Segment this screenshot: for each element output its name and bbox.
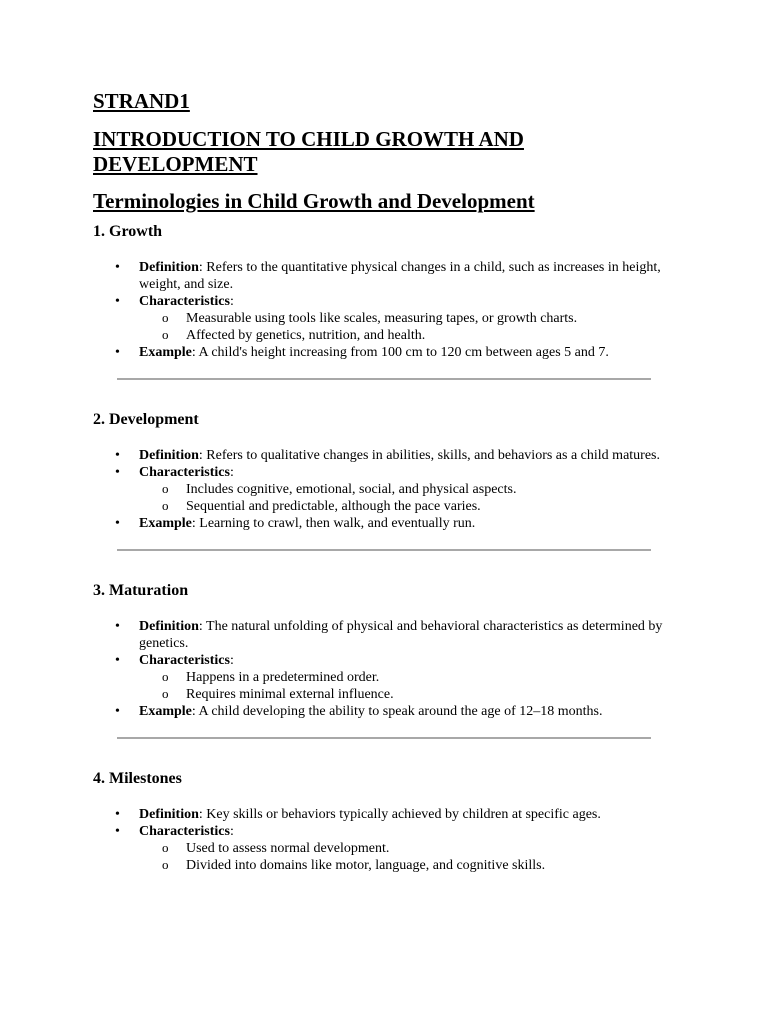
characteristics-label: Characteristics <box>139 294 230 309</box>
example-item <box>139 703 675 720</box>
characteristic-item: o Includes cognitive, emotional, social, and physical aspects. <box>186 481 675 498</box>
characteristics-item <box>139 652 675 703</box>
characteristics-list <box>139 310 675 344</box>
definition-item <box>139 806 675 823</box>
characteristics-colon: : <box>229 653 234 668</box>
example-text: : Learning to crawl, then walk, and eventually run. <box>191 516 476 531</box>
example-item <box>139 344 675 361</box>
section-heading: 2. Development <box>93 411 199 428</box>
characteristic-item: o Measurable using tools like scales, measuring tapes, or growth charts. <box>186 310 675 327</box>
definition-item <box>139 447 675 464</box>
characteristics-list <box>139 840 675 874</box>
definition-text: : The natural unfolding of physical and behavioral characteristics as determined by genetics. <box>139 619 663 651</box>
characteristics-item <box>139 293 675 344</box>
characteristics-colon: : <box>229 465 234 480</box>
characteristics-label: Characteristics <box>139 465 230 480</box>
definition-text: : Refers to qualitative changes in abilities, skills, and behaviors as a child matures. <box>198 448 660 463</box>
section-maturation <box>93 581 675 739</box>
section-list <box>93 447 675 532</box>
definition-label: Definition <box>139 619 199 634</box>
characteristics-label: Characteristics <box>139 653 230 668</box>
characteristic-item: o Happens in a predetermined order. <box>186 669 675 686</box>
horizontal-divider <box>117 737 651 739</box>
horizontal-divider <box>117 549 651 551</box>
definition-item <box>139 618 675 652</box>
example-label: Example <box>139 345 192 360</box>
definition-item <box>139 259 675 293</box>
characteristic-item: o Requires minimal external influence. <box>186 686 675 703</box>
horizontal-divider <box>117 378 651 380</box>
characteristics-colon: : <box>229 294 234 309</box>
example-label: Example <box>139 704 192 719</box>
characteristic-item: o Used to assess normal development. <box>186 840 675 857</box>
section-development <box>93 410 675 551</box>
characteristics-item <box>139 823 675 874</box>
document-subtitle: Terminologies in Child Growth and Development <box>93 189 535 213</box>
characteristic-item: o Sequential and predictable, although the pace varies. <box>186 498 675 515</box>
section-list <box>93 618 675 720</box>
definition-label: Definition <box>139 807 199 822</box>
definition-label: Definition <box>139 448 199 463</box>
section-list <box>93 259 675 361</box>
example-text: : A child developing the ability to speak around the age of 12–18 months. <box>191 704 603 719</box>
definition-text: : Key skills or behaviors typically achieved by children at specific ages. <box>198 807 601 822</box>
characteristic-item: o Divided into domains like motor, language, and cognitive skills. <box>186 857 675 874</box>
document-title: INTRODUCTION TO CHILD GROWTH AND DEVELOPMENT <box>93 127 524 176</box>
characteristics-item <box>139 464 675 515</box>
section-growth <box>93 222 675 380</box>
section-heading: 1. Growth <box>93 223 163 240</box>
characteristics-list <box>139 481 675 515</box>
example-text: : A child's height increasing from 100 cm to 120 cm between ages 5 and 7. <box>191 345 609 360</box>
strand-heading: STRAND1 <box>93 89 190 113</box>
characteristics-list <box>139 669 675 703</box>
example-item <box>139 515 675 532</box>
characteristics-label: Characteristics <box>139 824 230 839</box>
example-label: Example <box>139 516 192 531</box>
characteristics-colon: : <box>229 824 234 839</box>
definition-text: : Refers to the quantitative physical changes in a child, such as increases in height, weight, and size. <box>139 260 661 292</box>
section-heading: 3. Maturation <box>93 582 189 599</box>
section-milestones <box>93 769 675 874</box>
section-heading: 4. Milestones <box>93 770 182 787</box>
characteristic-item: o Affected by genetics, nutrition, and health. <box>186 327 675 344</box>
definition-label: Definition <box>139 260 199 275</box>
section-list <box>93 806 675 874</box>
